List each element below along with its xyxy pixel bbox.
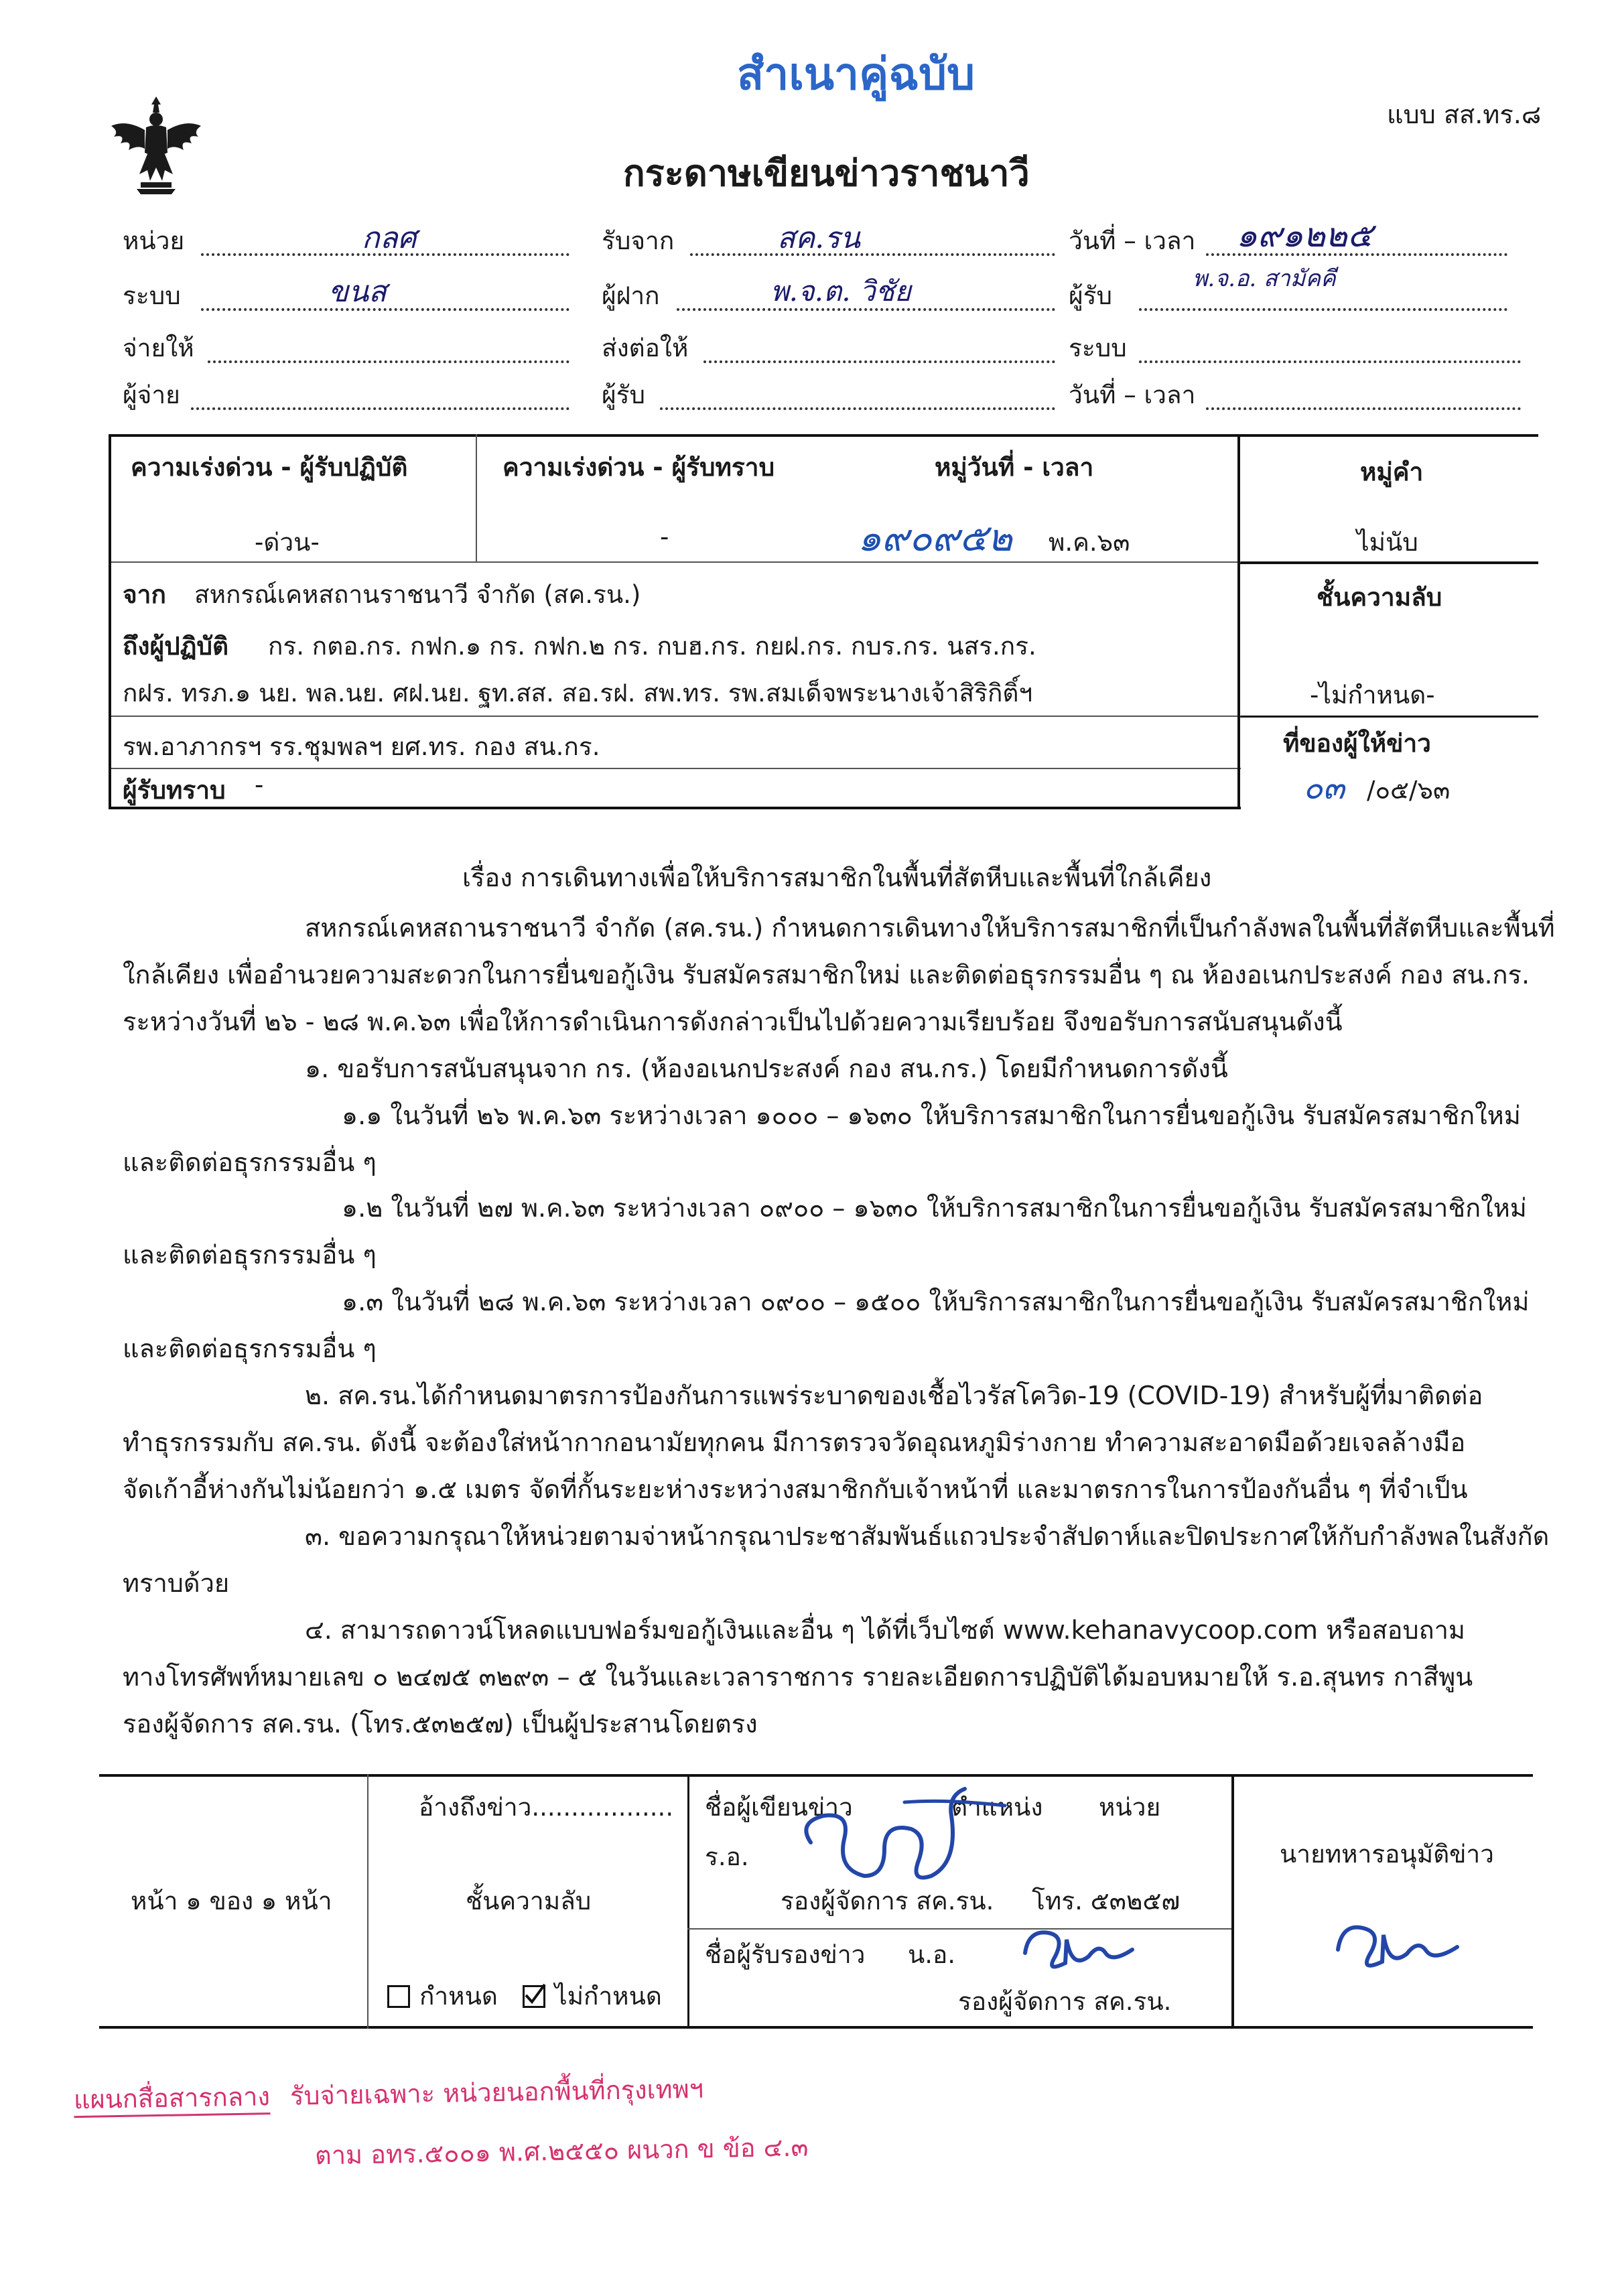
- form-code: แบบ สส.ทร.๘: [1387, 100, 1542, 129]
- item-3-line-2: ทราบด้วย: [123, 1568, 230, 1598]
- stamp-scope: รับจ่ายเฉพาะ หน่วยนอกพื้นที่กรุงเทพฯ: [289, 2074, 704, 2111]
- originator-ref-label: ที่ของผู้ให้ข่าว: [1283, 729, 1431, 758]
- urgency-info-value: -: [660, 523, 669, 551]
- item-1-2-line-1: ๑.๒ ในวันที่ ๒๗ พ.ค.๖๓ ระหว่างเวลา ๐๙๐๐ – ๑๖๓๐ ให้บริการสมาชิกในการยื่นขอกู้เงิน รับสมัครสมาชิกใหม่: [342, 1193, 1527, 1223]
- payer-label: ผู้จ่าย: [123, 381, 180, 409]
- pay-to-label: จ่ายให้: [123, 334, 194, 362]
- item-1-1-line-1: ๑.๑ ในวันที่ ๒๖ พ.ค.๖๓ ระหว่างเวลา ๑๐๐๐ – ๑๖๓๐ ให้บริการสมาชิกในการยื่นขอกู้เงิน รับสมัครสมาชิกใหม่: [342, 1101, 1521, 1130]
- receiver-value: พ.จ.อ. สามัคคี: [1193, 265, 1336, 292]
- certifier-position: รองผู้จัดการ สค.รน.: [958, 1987, 1172, 2016]
- originator-ref-suffix: /๐๕/๖๓: [1367, 776, 1451, 805]
- paragraph-1-line-2: ใกล้เคียง เพื่ออำนวยความสะดวกในการยื่นขอกู้เงิน รับสมัครสมาชิกใหม่ และติดต่อธุรกรรมอื่น ๆ ณ ห้องอเนกประสงค์ กอง สน.กร.: [123, 960, 1530, 990]
- action-to-line3: รพ.อาภากรฯ รร.ชุมพลฯ ยศ.ทร. กอง สน.กร.: [123, 732, 600, 761]
- action-to-label: ถึงผู้ปฏิบัติ: [123, 632, 228, 661]
- action-to-line2: กฝร. ทรภ.๑ นย. พล.นย. ศฝ.นย. ฐท.สส. สอ.รฝ. สพ.ทร. รพ.สมเด็จพระนางเจ้าสิริกิติ์ฯ: [123, 679, 1033, 707]
- page-info: หน้า ๑ ของ ๑ หน้า: [131, 1887, 332, 1915]
- stamp-line-2: ตาม อทร.๕๐๐๑ พ.ศ.๒๕๕๐ ผนวก ข ข้อ ๔.๓: [314, 2132, 809, 2171]
- classification-specified-option[interactable]: [387, 1976, 498, 2016]
- writer-unit-label: หน่วย: [1099, 1793, 1161, 1822]
- certifier-signature-icon: [1018, 1916, 1139, 1976]
- receiver2-field[interactable]: [660, 407, 1055, 410]
- classification-value: -ไม่กำหนด-: [1310, 681, 1435, 710]
- item-1: ๑. ขอรับการสนับสนุนจาก กร. (ห้องอเนกประสงค์ กอง สน.กร.) โดยมีกำหนดการดังนี้: [305, 1054, 1228, 1083]
- dtg-month: พ.ค.๖๓: [1049, 528, 1130, 557]
- item-2-line-1: ๒. สค.รน.ได้กำหนดมาตรการป้องกันการแพร่ระบาดของเชื้อไวรัสโควิด-19 (COVID-19) สำหรับผู้ที่มาติดต่อ: [305, 1381, 1483, 1410]
- receiver-field[interactable]: [1139, 308, 1507, 311]
- dtg-value: ๑๙๐๙๕๒: [858, 517, 1013, 560]
- system-value: ขนส: [328, 275, 387, 309]
- footer-classification-label: ชั้นความลับ: [466, 1887, 592, 1915]
- action-to-line1: กร. กตอ.กร. กฟก.๑ กร. กฟก.๒ กร. กบฮ.กร. กยฝ.กร. กบร.กร. นสร.กร.: [268, 632, 1036, 661]
- item-2-line-2: ทำธุรกรรมกับ สค.รน. ดังนี้ จะต้องใส่หน้ากากอนามัยทุกคน มีการตรวจวัดอุณหภูมิร่างกาย ทำความสะอาดมือด้วยเจลล้างมือ: [123, 1428, 1466, 1457]
- date-time-value: ๑๙๑๒๒๕: [1236, 216, 1373, 255]
- depositor-label: ผู้ฝาก: [602, 281, 660, 310]
- approver-signature-icon: [1330, 1909, 1464, 1976]
- writer-phone: โทร. ๕๓๒๕๗: [1032, 1887, 1181, 1915]
- from-value: สหกรณ์เคหสถานราชนาวี จำกัด (สค.รน.): [194, 580, 641, 609]
- copy-stamp: สำเนาคู่ฉบับ: [737, 48, 975, 100]
- item-2-line-3: จัดเก้าอี้ห่างกันไม่น้อยกว่า ๑.๕ เมตร จัดที่กั้นระยะห่างระหว่างสมาชิกกับเจ้าหน้าที่ และมาตรการในการป้องกันอื่น ๆ ที่จำเป็น: [123, 1475, 1468, 1504]
- writer-signature-icon: [784, 1775, 1025, 1896]
- item-4-line-3: รองผู้จัดการ สค.รน. (โทร.๕๓๒๕๗) เป็นผู้ประสานโดยตรง: [123, 1709, 758, 1739]
- certifier-rank: น.อ.: [908, 1940, 956, 1969]
- unit-value: กลศ: [362, 221, 417, 255]
- option-unspecified-label: ไม่กำหนด: [555, 1982, 662, 2011]
- date-time2-field[interactable]: [1206, 407, 1521, 410]
- payer-field[interactable]: [191, 407, 569, 410]
- depositor-value: พ.จ.ต. วิชัย: [770, 275, 911, 308]
- subject-line: เรื่อง การเดินทางเพื่อให้บริการสมาชิกในพื้นที่สัตหีบและพื้นที่ใกล้เคียง: [462, 863, 1212, 892]
- received-from-field[interactable]: [690, 253, 1055, 256]
- urgency-info-label: ความเร่งด่วน - ผู้รับทราบ: [502, 453, 775, 482]
- received-from-value: สค.รน: [777, 221, 860, 255]
- dtg-label: หมู่วันที่ - เวลา: [935, 453, 1094, 482]
- approver-label: นายทหารอนุมัติข่าว: [1280, 1840, 1494, 1869]
- writer-name-label: ชื่อผู้เขียนข่าว: [705, 1793, 853, 1822]
- item-1-2-line-2: และติดต่อธุรกรรมอื่น ๆ: [123, 1240, 377, 1270]
- info-to-value: -: [255, 770, 264, 799]
- forward-to-field[interactable]: [703, 360, 1055, 363]
- received-from-label: รับจาก: [602, 226, 675, 255]
- writer-rank: ร.อ.: [705, 1842, 749, 1871]
- classification-label: ชั้นความลับ: [1317, 583, 1442, 612]
- checkbox-unchecked-icon[interactable]: [387, 1985, 410, 2008]
- urgency-action-label: ความเร่งด่วน - ผู้รับปฏิบัติ: [131, 453, 408, 482]
- unit-label: หน่วย: [123, 226, 185, 255]
- receiver2-label: ผู้รับ: [602, 381, 646, 409]
- item-1-3-line-1: ๑.๓ ในวันที่ ๒๘ พ.ค.๖๓ ระหว่างเวลา ๐๙๐๐ – ๑๕๐๐ ให้บริการสมาชิกในการยื่นขอกู้เงิน รับสมัครสมาชิกใหม่: [342, 1287, 1530, 1316]
- classification-unspecified-option[interactable]: [523, 1976, 662, 2016]
- system2-field[interactable]: [1139, 360, 1521, 363]
- urgency-action-value: -ด่วน-: [255, 528, 320, 557]
- info-to-label: ผู้รับทราบ: [123, 776, 226, 805]
- checkbox-checked-icon[interactable]: [523, 1985, 545, 2008]
- item-4-line-1: ๔. สามารถดาวน์โหลดแบบฟอร์มขอกู้เงินและอื่น ๆ ได้ที่เว็บไซต์ www.kehanavycoop.com หรือสอบถาม: [305, 1615, 1465, 1645]
- system2-label: ระบบ: [1069, 334, 1127, 362]
- writer-position: รองผู้จัดการ สค.รน.: [781, 1887, 994, 1915]
- receiver-label: ผู้รับ: [1069, 281, 1113, 310]
- forward-to-label: ส่งต่อให้: [602, 334, 689, 362]
- item-1-3-line-2: และติดต่อธุรกรรมอื่น ๆ: [123, 1334, 377, 1363]
- option-specified-label: กำหนด: [419, 1982, 498, 2011]
- stamp-department: แผนกสื่อสารกลาง: [74, 2082, 271, 2118]
- item-1-1-line-2: และติดต่อธุรกรรมอื่น ๆ: [123, 1148, 377, 1177]
- paragraph-1-line-1: สหกรณ์เคหสถานราชนาวี จำกัด (สค.รน.) กำหนดการเดินทางให้บริการสมาชิกที่เป็นกำลังพลในพื้นที่สัตหีบและพื้นที่: [305, 913, 1555, 943]
- date-time2-label: วันที่ – เวลา: [1069, 381, 1196, 409]
- writer-position-label: ตำแหน่ง: [951, 1793, 1043, 1822]
- item-4-line-2: ทางโทรศัพท์หมายเลข ๐ ๒๔๗๕ ๓๒๙๓ – ๕ ในวันและเวลาราชการ รายละเอียดการปฏิบัติได้มอบหมายให้ ร.อ.สุนทร กาสีพูน: [123, 1662, 1473, 1692]
- group-count-value: ไม่นับ: [1357, 528, 1418, 557]
- paragraph-1-line-3: ระหว่างวันที่ ๒๖ - ๒๘ พ.ค.๖๓ เพื่อให้การดำเนินการดังกล่าวเป็นไปด้วยความเรียบร้อย จึงขอรับการสนับสนุนดังนี้: [123, 1007, 1343, 1036]
- system-label: ระบบ: [123, 281, 181, 310]
- group-count-label: หมู่คำ: [1360, 458, 1424, 486]
- certifier-name-label: ชื่อผู้รับรองข่าว: [705, 1940, 866, 1969]
- from-label: จาก: [123, 580, 166, 609]
- garuda-emblem-icon: [106, 92, 206, 198]
- pay-to-field[interactable]: [208, 360, 569, 363]
- reference-message-label: อ้างถึงข่าว..................: [419, 1793, 674, 1822]
- stamp-line-1: [74, 2068, 704, 2120]
- item-3-line-1: ๓. ขอความกรุณาให้หน่วยตามจ่าหน้ากรุณาประชาสัมพันธ์แถวประจำสัปดาห์และปิดประกาศให้กับกำลังพลในสังกัด: [305, 1522, 1550, 1551]
- originator-ref-number: ๐๓: [1303, 769, 1345, 807]
- document-title: กระดาษเขียนข่าวราชนาวี: [623, 152, 1030, 194]
- date-time-label: วันที่ – เวลา: [1069, 226, 1196, 255]
